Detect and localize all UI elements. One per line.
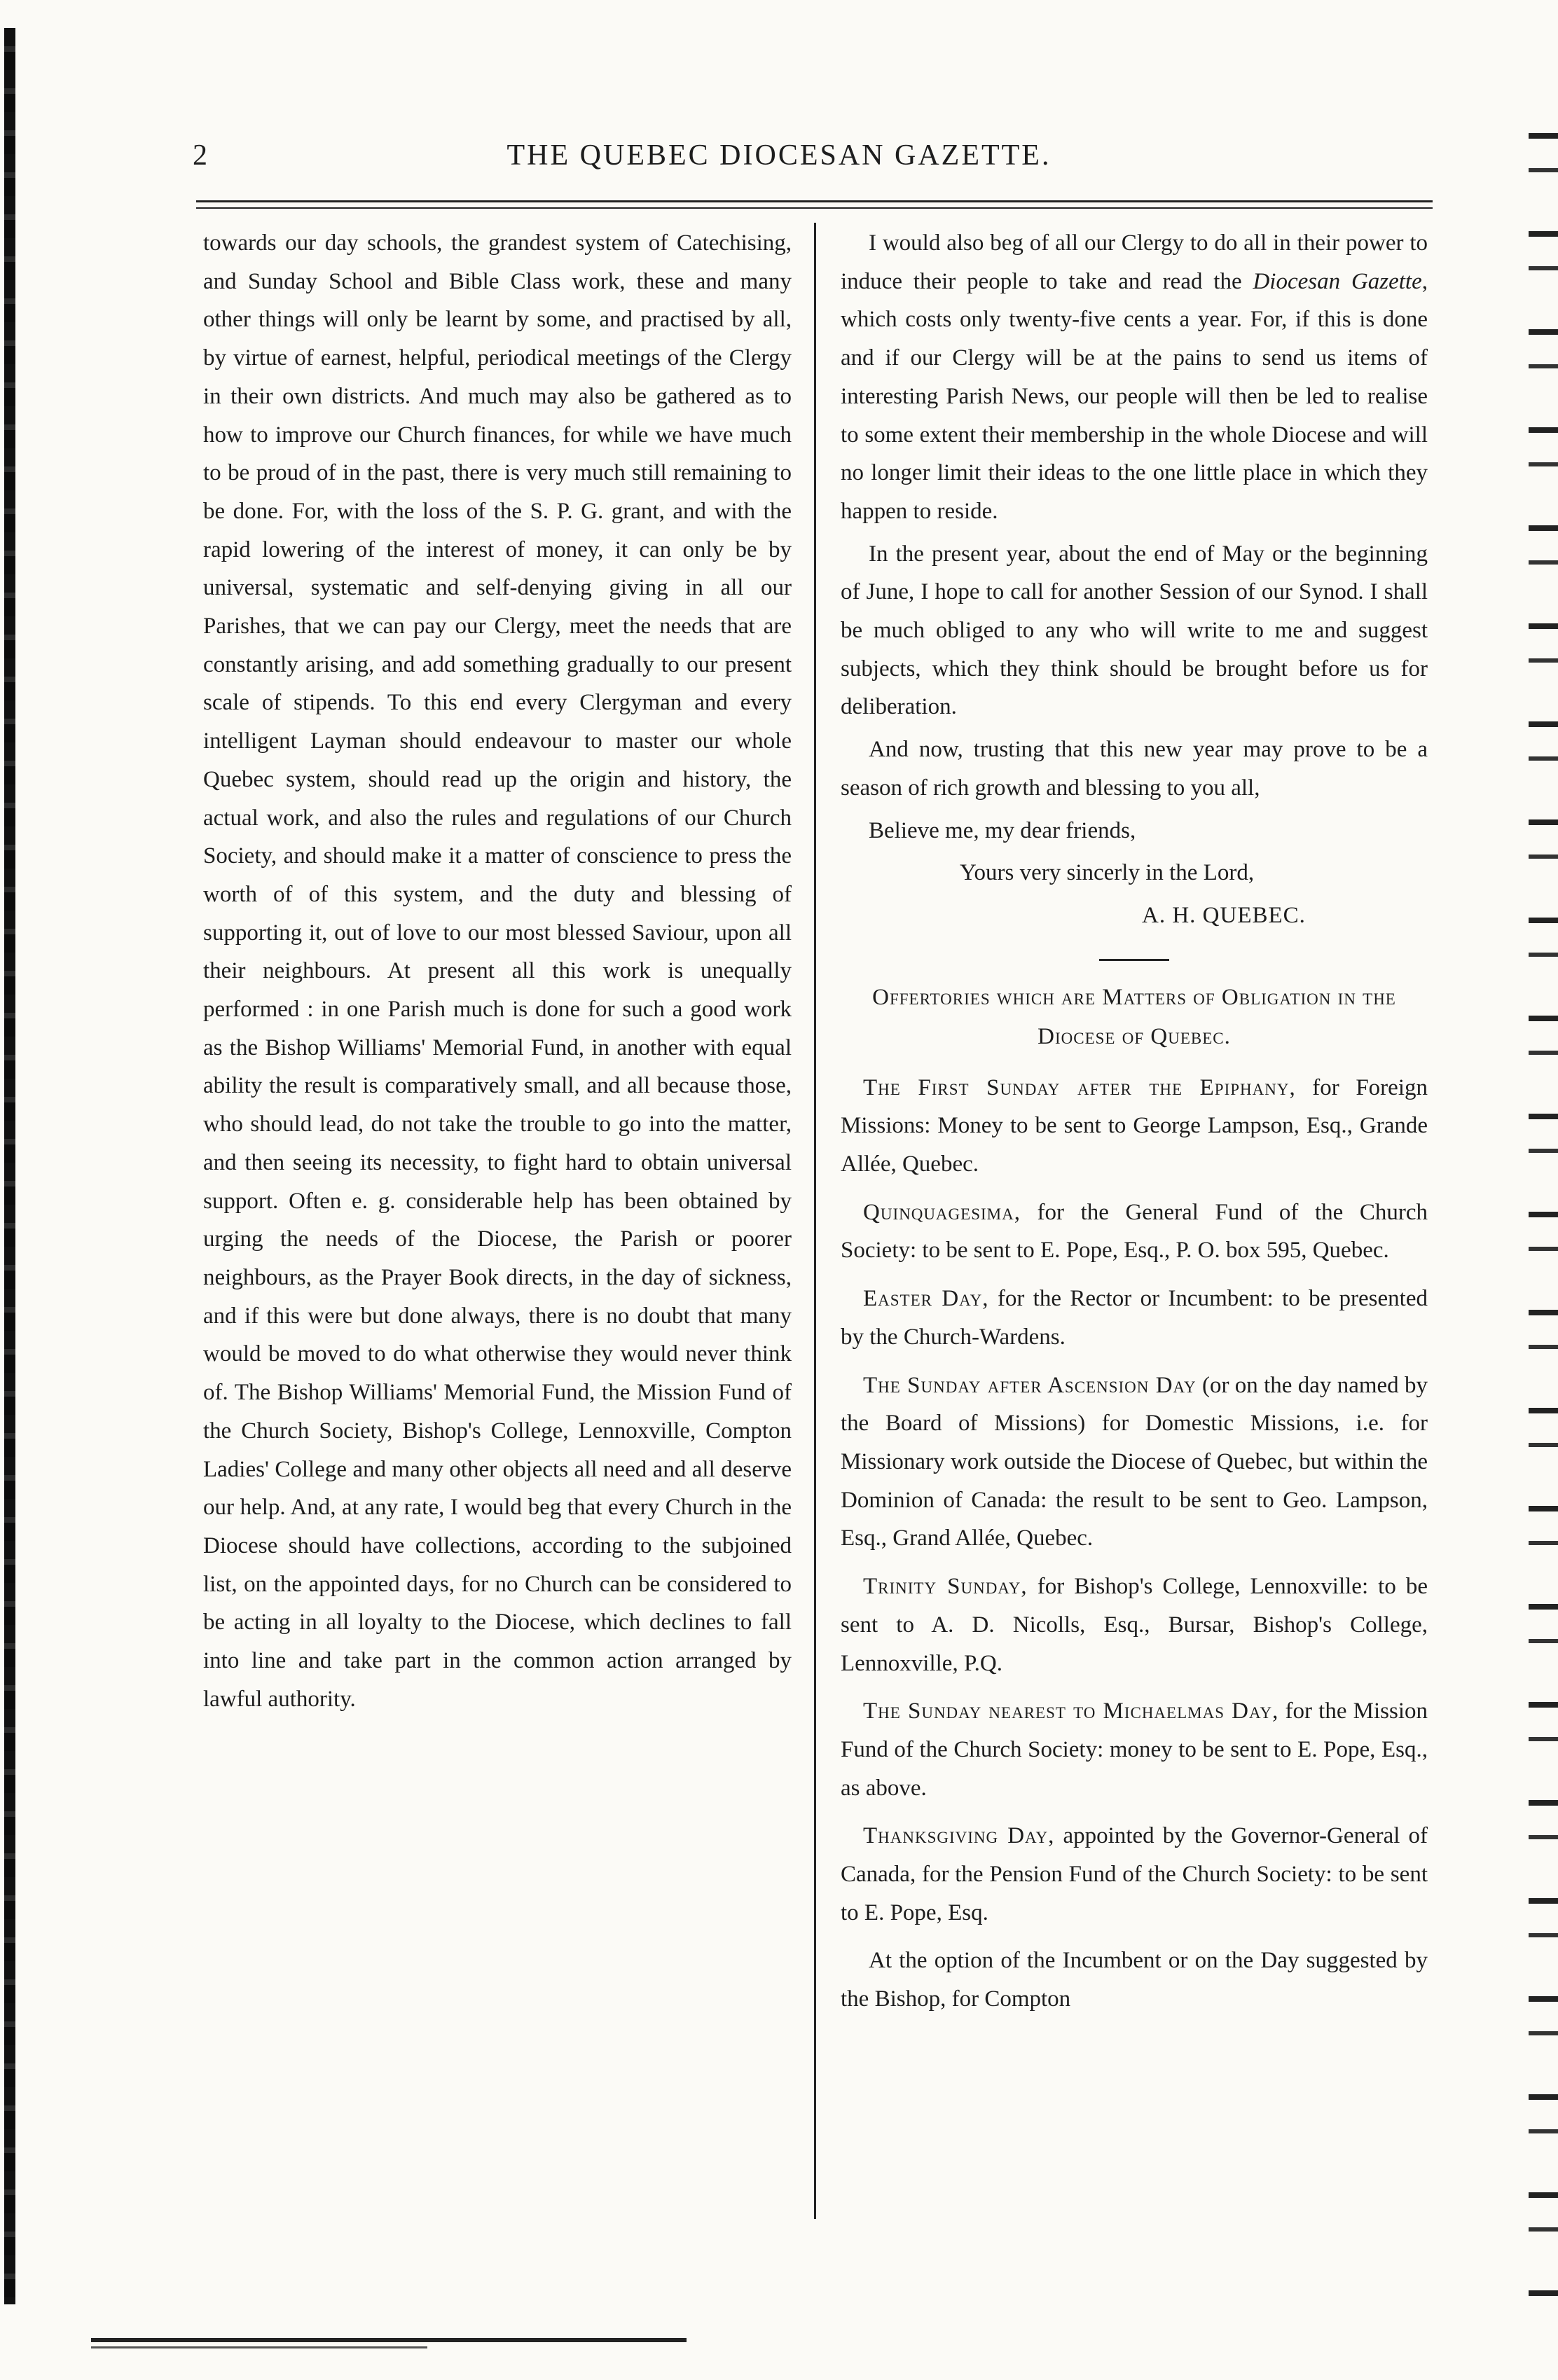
footer-rule-thin xyxy=(91,2346,427,2348)
signature: A. H. QUEBEC. xyxy=(1142,902,1306,928)
gazette-text-a: I would also beg of all our Clergy to do all in their power to induce their people to take and read the xyxy=(841,230,1428,294)
new-year-paragraph: And now, trusting that this new year may prove to be a season of rich growth and blessing to you all, xyxy=(841,737,1428,801)
entry-lead: Quinquagesima, xyxy=(863,1199,1021,1225)
left-column xyxy=(203,224,792,1718)
entry-text: for the Mission Fund of the Church Society: money to be sent to E. Pope, Esq., as above. xyxy=(841,1698,1428,1801)
entry-text: for the General Fund of the Church Society: to be sent to E. Pope, Esq., P. O. box 595, Quebec. xyxy=(841,1199,1428,1264)
entry-text: for Bishop's College, Lennoxville: to be sent to A. D. Nicolls, Esq., Bursar, Bishop's College, Lennoxville, P.Q. xyxy=(841,1574,1428,1676)
footer-rule xyxy=(91,2338,687,2342)
section-divider xyxy=(1099,959,1169,961)
running-head-title: THE QUEBEC DIOCESAN GAZETTE. xyxy=(506,139,1052,172)
left-paragraph: towards our day schools, the grandest system of Catechising, and Sunday School and Bible Class work, these and many other things will only be learnt by some, and practised by all, by virtue of earnest, helpful, periodical meetings of the Clergy in their own districts. And much may also be gathered as to how to improve our Church finances, for while we have much to be proud of in the past, there is very much still remaining to be done. For, with the loss of the S. P. G. grant, and with the rapid lowering of the interest of money, it can only be by universal, systematic and self-denying giving in all our Parishes, that we can pay our Clergy, meet the needs that are constantly arising, and add something gradually to our present scale of stipends. To this end every Clergyman and every intelligent Layman should endeavour to master our whole Quebec system, should read up the origin and history, the actual work, and also the rules and regulations of our Church Society, and should make it a matter of conscience to press the worth of of this system, and the duty and blessing of supporting it, out of love to our most blessed Saviour, upon all their neighbours. At present all this work is unequally performed : in one Parish much is done for such a good work as the Bishop Williams' Memorial Fund, in another with equal ability the result is comparatively small, and all because those, who should lead, do not take the trouble to go into the matter, and then seeing its necessity, to fight hard to obtain universal support. Often e. g. considerable help has been obtained by urging the needs of the Diocese, the Parish or poorer neighbours, as the Prayer Book directs, in the day of sickness, and if this were but done always, there is no doubt that many would be moved to do what otherwise they would never think of. The Bishop Williams' Memorial Fund, the Mission Fund of the Church Society, Bishop's College, Lennoxville, Compton Ladies' College and many other objects all need and all deserve our help. And, at any rate, I would beg that every Church in the Diocese should have collections, according to the subjoined list, on the appointed days, for no Church can be considered to be acting in all loyalty to the Diocese, which declines to fall into line and take part in the common action arranged by lawful authority. xyxy=(203,230,792,1712)
offertory-entry xyxy=(841,1817,1428,1932)
offertory-entry xyxy=(841,1367,1428,1558)
page-number: 2 xyxy=(193,139,207,172)
entry-lead: The Sunday after Ascension Day xyxy=(863,1372,1197,1398)
entry-lead: The First Sunday after the Epiphany, xyxy=(863,1074,1296,1100)
offertory-entry xyxy=(841,1280,1428,1356)
header-rule-thin xyxy=(196,207,1433,209)
gazette-paragraph xyxy=(841,224,1428,531)
entry-lead: Trinity Sunday, xyxy=(863,1574,1028,1600)
offertory-entry xyxy=(841,1568,1428,1682)
offertory-entry xyxy=(841,1194,1428,1270)
gazette-title-italic: Diocesan Gazette xyxy=(1253,268,1422,294)
scan-binding-edge xyxy=(4,28,15,2304)
entry-text: for Foreign Missions: Money to be sent to George Lampson, Esq., Grande Allée, Quebec. xyxy=(841,1074,1428,1177)
gazette-text-b: , which costs only twenty-five cents a year. For, if this is done and if our Clergy will be at the pains to send us items of interesting Parish News, our people will then be led to realise to some extent their membership in the whole Diocese and will no longer limit their ideas to the one little place in which they happen to reside. xyxy=(841,268,1428,524)
offertory-entry xyxy=(841,1069,1428,1184)
header-rule-thick xyxy=(196,200,1433,202)
entry-text: appointed by the Governor-General of Canada, for the Pension Fund of the Church Society: to be sent to E. Pope, Esq. xyxy=(841,1823,1428,1925)
entry-lead: Easter Day, xyxy=(863,1286,989,1312)
closing-line-1: Believe me, my dear friends, xyxy=(869,817,1136,843)
final-paragraph: At the option of the Incumbent or on the Day suggested by the Bishop, for Compton xyxy=(841,1948,1428,2012)
entry-text: for the Rector or Incumbent: to be presented by the Church-Wardens. xyxy=(841,1286,1428,1350)
entry-text: (or on the day named by the Board of Missions) for Domestic Missions, i.e. for Missionary work outside the Diocese of Quebec, but within the Dominion of Canada: the result to be sent to Geo. Lampson, Esq., Grand Allée, Quebec. xyxy=(841,1372,1428,1551)
offertories-heading: Offertories which are Matters of Obligation in the Diocese of Quebec. xyxy=(872,984,1396,1049)
entry-lead: Thanksgiving Day, xyxy=(863,1823,1055,1849)
entry-lead: The Sunday nearest to Michaelmas Day, xyxy=(863,1698,1279,1724)
column-divider xyxy=(814,223,816,2219)
scan-right-edge xyxy=(1529,105,1558,2311)
synod-paragraph: In the present year, about the end of May or the beginning of June, I hope to call for another Session of our Synod. I shall be much obliged to any who will write to me and suggest subjects, which they think should be brought before us for deliberation. xyxy=(841,541,1428,720)
offertory-entry xyxy=(841,1692,1428,1807)
closing-line-2: Yours very sincerly in the Lord, xyxy=(960,860,1255,886)
right-column xyxy=(841,224,1428,2019)
